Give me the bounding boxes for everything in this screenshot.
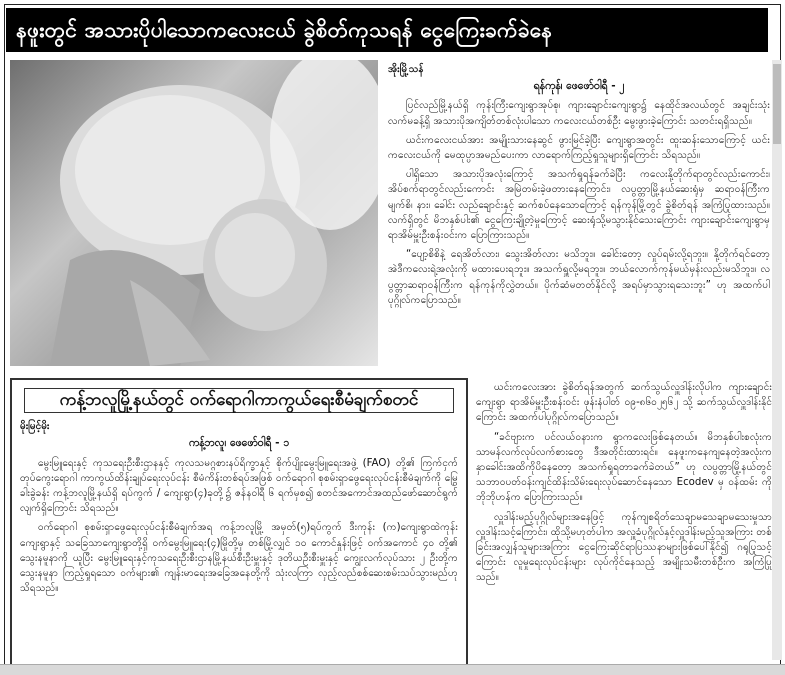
infant-photo-illustration xyxy=(10,60,378,366)
main-article-paragraph: ယင်းကလေးငယ်အား အမျိုးသားနေဆွင် ဖွားမြင်ခဲ့ပြီး ကျေးရွာအတွင်း ထူးဆန်းသောကြောင့် ယင်းကလေးငယ်ကို မေထုပ္ပာအမည်ပေးကာ လာရောက်ကြည့်ရှုသူများရှိကြောင်း သိရသည်။ xyxy=(388,134,770,162)
sidebar-article-dateline: ကန့်ဘလူ၊ ဖေဖော်ဝါရီ - ၁ xyxy=(188,437,289,450)
sidebar-article-title: ကန့်ဘလူမြို့နယ်တွင် ဝက်ရောဂါကာကွယ်ရေးစီမံချက်စတင် xyxy=(24,388,454,413)
main-article-dateline: ရန်ကုန်၊ ဖေဖော်ဝါရီ - ၂ xyxy=(533,80,625,93)
headline: နဖူးတွင် အသားပိုပါသောကလေးငယ် ခွဲစိတ်ကုသရန် ငွေကြေးခက်ခဲနေ xyxy=(6,8,768,52)
main-article-paragraph: ပြင်လည်မြို့နယ်ရှိ ကုန်းကြီးကျေးရွာအုပ်စု၊ ကျားချောင်းကျေးရွာ၌ နေထိုင်အလယ်တွင် အချင်းသုံးလက်မခန့်ရှိ အသားပိုအကျိတ်တစ်လုံးပါသော ကလေးငယ်တစ်ဦး မွေးဖွားခဲ့ကြောင်း သတင်းရရှိသည်။ xyxy=(388,100,770,127)
vertical-scrollbar[interactable] xyxy=(772,60,782,660)
main-article xyxy=(388,62,770,312)
sidebar-article-byline: မိုးမြင့်မိုး xyxy=(20,421,50,433)
continuation-paragraph: “ခင်ဗျားက ပင်လယ်ဝနားက ရွာကလေးဖြစ်နေတယ်။ မိဘနှစ်ပါးစလုံးက သာမန်လက်လုပ်လက်စားတွေ ဒီအတိုင်းထားရင်။ နေဖူးကနေကျနေတဲ့အလုံးက နှာခေါင်းအထိကိုပိနေတော့ အသက်ရှုရတာခက်ခဲတယ်” ဟု လပွတ္တာမြို့နယ်တွင် သဘာဝပတ်ဝန်းကျင်ထိန်းသိမ်းရေးလုပ်ဆောင်နေသော Ecodev မှ ဝန်ထမ်း ကိုဘိုဘိုဟန်က ပြောကြားသည်။ xyxy=(476,431,772,504)
sidebar-article-paragraph: ဝက်ရောဂါ စုစမ်းရှာဖွေရေးလုပ်ငန်းစီမံချက်အရ ကန့်ဘလူမြို့ အမှတ်(၅)ရပ်ကွက် ဒီးကုန်း (က)ကျေးရွာထဲကုန်းကျေးရွာနှင့် သခြေသာကျေးရွာတို့ရှိ ဝက်မွေးမြူရေး(၄)မြိုတို့မှ တစ်မြို့လျှင် ၁၀ ကောင်နှုန်းဖြင့် ဝက်အကောင် ၄၀ တို့၏ သွေးနမူနာကို ယူပြီး မွေးမြူရေးနှင့်ကုသရေးဦးစီးဌာနမြို့နယ်စီးဦးမှူးနှင့် ဒုတိယဦးစီးမှူးနှင့် ကျွေးလက်လုပ်သား ၂ ဦးတို့က သွေးနမူနာ ကြည့်ရှုရသော ဝက်များ၏ ကျန်းမာရေးအခြေအနေတို့ကို သုံးလကြာ လှည့်လည်စစ်ဆေးစမ်းသပ်သွားမည်ဟု သိရသည်။ xyxy=(20,522,458,595)
sidebar-article-paragraph: မွေးမြူရေးနှင့် ကုသရေးဦးစီးဌာနနှင့် ကုလသမဂ္ဂစားနပ်ရိက္ခာနှင့် စိုက်ပျိုးမွေးမြူရေးအဖွဲ့ (FAO) တို့၏ ကြက်ငှက်တုပ်ကွေးရောဂါ ကာကွယ်ထိန်းချုပ်ရေးလုပ်ငန်း စီမံကိန်းတစ်ရပ်အဖြစ် ဝက်ရောဂါ စုစမ်းရှာဖွေရေးလုပ်ငန်းစီမံချက်ကို မြွေခါးခွဲခန်း ကန့်ဘလူမြို့နယ်ရှိ ရပ်ကွက် / ကျေးရွာ(၄)ခုတို့၌ ဇန်နဝါရီ ၆ ရက်မှစ၍ စတင်အကောင်အထည်ဖော်ဆောင်ရွက်လျက်ရှိကြောင်း သိရသည်။ xyxy=(20,457,458,515)
sidebar-article-box xyxy=(10,378,468,670)
horizontal-scrollbar[interactable] xyxy=(0,664,785,675)
continuation-paragraph: လှူဒါန်းမည့်ပုဂ္ဂိုလ်များအနေဖြင့် ကုန်ကျစရိတ်သေချာမသေချာမသေးမှုသာ လှူဒါန်းသင့်ကြောင်း၊ ထိုသို့မဟုတ်ပါက အလှူခံပုဂ္ဂိုလ်နှင့်လှူဒါန်းမည့်သူအကြား တစ်ခြင်းအလျှန်သူများအကြား ငွေကြေးဆိုင်ရာပြဿနာများဖြစ်ပေါ်နိုင်၍ ဂရုပြုသင့်ကြောင်း လူမှုရေးလုပ်ငန်းများ လုပ်ကိုင်နေသည့် အမျိုးသမီးတစ်ဦးက အကြံပြုသည်။ xyxy=(476,511,772,584)
main-article-paragraph: ပါရှိသော အသားပိုအလုံးကြောင့် အသက်ရှုရန်ခက်ခဲပြီး ကလေးနို့တိုက်ရာတွင်လည်းကောင်း၊ အိပ်စက်ရာတွင်လည်းကောင်း အမြဲတမ်းခဲ့ဖတားနေကြောင်း၊ လပွတ္တာမြို့နယ်ဆေးရုံမှ ဆရာဝန်ကြီးက မျက်စိ၊ နား၊ ခေါင်း လည်ချောင်းနှင့် ဆက်စပ်နေသောကြောင့် ရန်ကုန်မြို့တွင် ခွဲစိတ်ရန် အကြံပြုထားသည်။ လက်ရှိတွင် မိဘနှစ်ပါး၏ ငွေကြေးချို့တဲ့မှုကြောင့် ဆေးရုံသို့မသွားနိုင်သေးကြောင်း ကျားချောင်းကျေးရွာမှ ရာအိမ်မှူးဦးစန်းဝင်းက ပြောကြားသည်။ xyxy=(388,169,770,242)
continuation-paragraph: ယင်းကလေးအား ခွဲစိတ်ရန်အတွက် ဆက်သွယ်လှူဒါန်းလိုပါက ကျားချောင်းကျေးရွာ ရာအိမ်မှူးဦးစန်းဝင်း ဖုန်းနံပါတ် ၀၉-၈၆၀၂၅၆၂ သို့ ဆက်သွယ်လှူဒါန်းနိုင်ကြောင်း အထက်ပါပုဂ္ဂိုလ်ကပြောသည်။ xyxy=(476,382,772,424)
main-article-continuation xyxy=(476,380,772,590)
scrollbar-thumb[interactable] xyxy=(773,64,781,144)
infant-photo xyxy=(10,60,378,366)
main-article-byline: အိုးမြို့သန် xyxy=(388,64,424,75)
main-article-paragraph: “ပျော့စိစိနဲ့ ရေအိတ်လား၊ သွေးအိတ်လား မသိဘူး။ ခေါင်းတော့ လှုပ်ရမ်းလို့ရဘူး။ နို့တိုက်ရင်တော့ အဲဒီကလေးရဲ့အလုံးကို မထားပေးရဘူး။ အသက်ရှူလို့မရဘူး။ ဘယ်လောက်ကုန်မယ်မှန်းလည်းမသိဘူး။ လပွတ္တာဆရာဝန်ကြီးက ရန်ကုန်ကိုလွှဲတယ်။ ပိုက်ဆံမတတ်နိုင်လို့ အရပ်မှာသွားရသေးဘူး” ဟု အထက်ပါပုဂ္ဂိုလ်ကပြောသည်။ xyxy=(388,249,770,306)
